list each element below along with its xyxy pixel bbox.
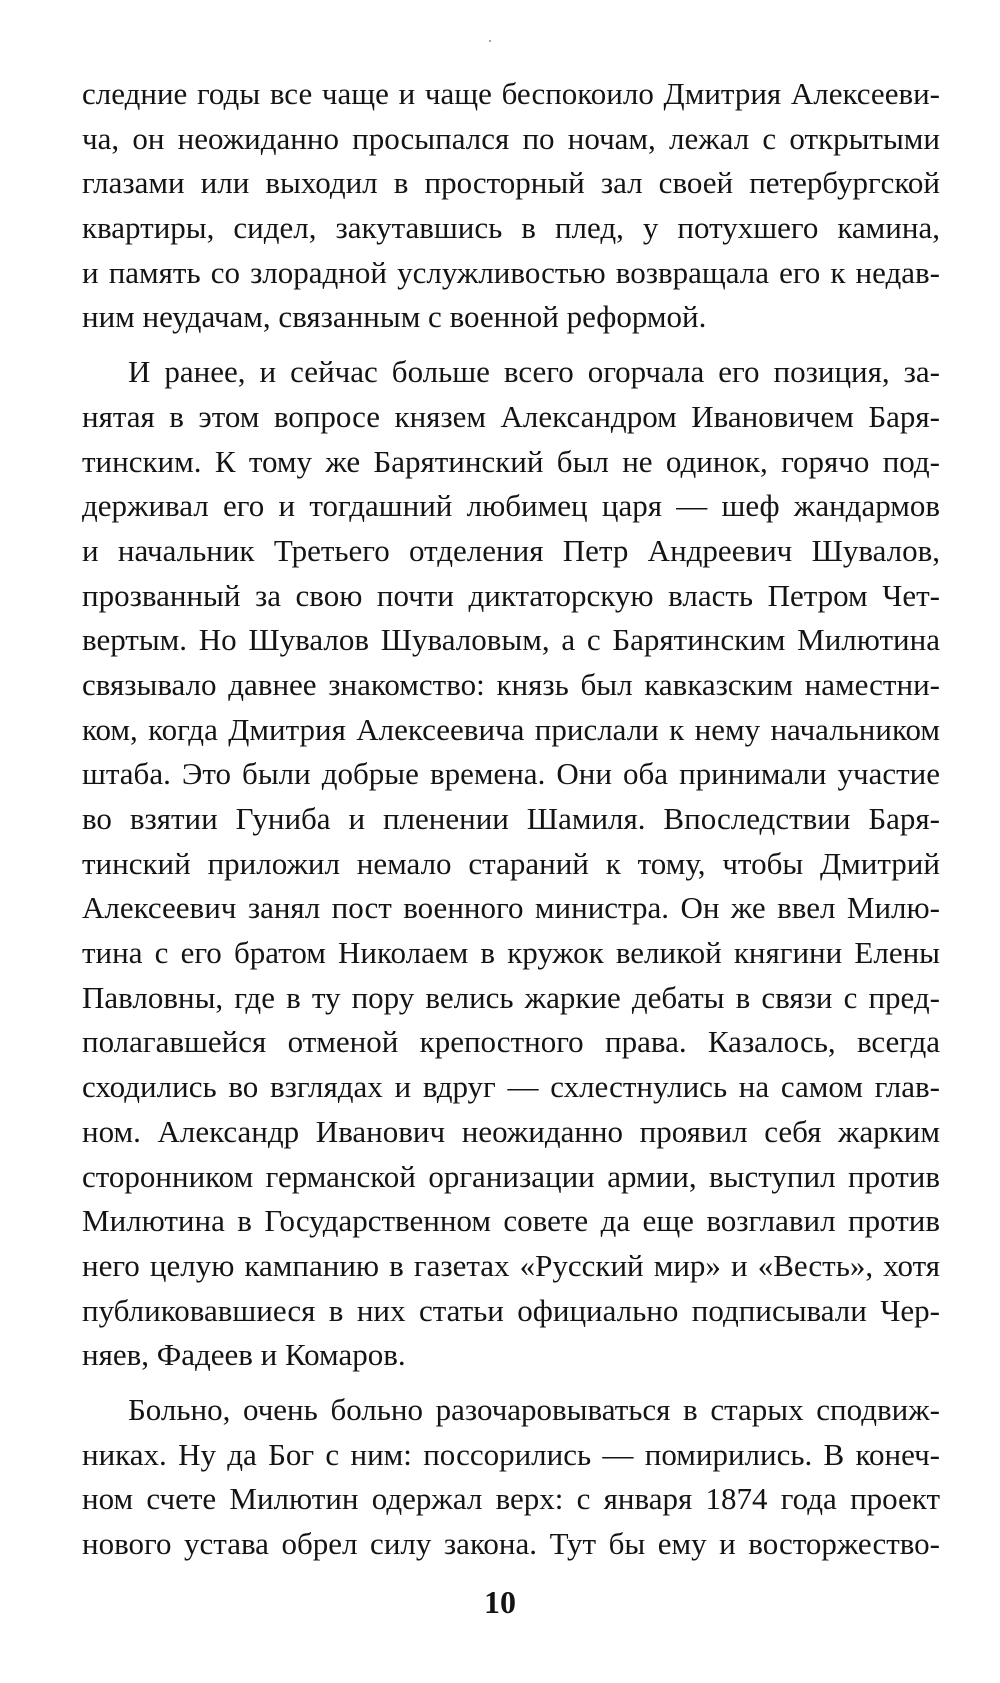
text-line: Больно, очень больно разочаровываться в старых сподвиж-	[128, 1391, 940, 1427]
text-line: ном счете Милютин одержал верх: с января 1874 года проект	[82, 1481, 940, 1517]
text-line: Павловны, где в ту пору велись жаркие дебаты в связи с пред-	[82, 979, 940, 1015]
page-number: 10	[484, 1584, 516, 1620]
text-line: ном. Александр Иванович неожиданно проявил себя жарким	[82, 1113, 940, 1149]
paragraph-3	[82, 1388, 940, 1567]
text-line: нового устава обрел силу закона. Тут бы ему и восторжество-	[82, 1526, 940, 1561]
text-line: связывало давнее знакомство: князь был кавказским наместни-	[82, 666, 940, 702]
text-line: публиковавшиеся в них статьи официально подписывали Чер-	[82, 1292, 940, 1328]
text-line: и память со злорадной услужливостью возвращала его к недав-	[82, 254, 940, 290]
text-line: сходились во взглядах и вдруг — схлестнулись на самом глав-	[82, 1069, 940, 1105]
text-line: тина с его братом Николаем в кружок великой княгини Елены	[82, 935, 940, 971]
text-line: полагавшейся отменой крепостного права. Казалось, всегда	[82, 1024, 940, 1060]
text-line: няев, Фадеев и Комаров.	[82, 1337, 406, 1373]
paragraph-2	[82, 350, 940, 1378]
text-line: никах. Ну да Бог с ним: поссорились — помирились. В конеч-	[82, 1436, 940, 1472]
body-text	[82, 72, 940, 1577]
text-line: глазами или выходил в просторный зал своей петербургской	[82, 165, 940, 201]
text-line: во взятии Гуниба и пленении Шамиля. Впоследствии Баря-	[82, 801, 940, 836]
text-line: следние годы все чаще и чаще беспокоило Дмитрия Алексееви-	[82, 76, 940, 111]
paragraph-1	[82, 72, 940, 340]
text-line: держивал его и тогдашний любимец царя — шеф жандармов	[82, 488, 940, 524]
text-line: тинским. К тому же Барятинский был не одинок, горячо под-	[82, 443, 940, 479]
text-line: штаба. Это были добрые времена. Они оба принимали участие	[82, 756, 940, 792]
text-line: прозванный за свою почти диктаторскую власть Петром Чет-	[82, 577, 940, 613]
paper-speck	[489, 40, 491, 42]
text-line: и начальник Третьего отделения Петр Андреевич Шувалов,	[82, 532, 940, 568]
text-line: ком, когда Дмитрия Алексеевича прислали к нему начальником	[82, 711, 940, 747]
text-line: тинский приложил немало стараний к тому, чтобы Дмитрий	[82, 845, 940, 881]
text-line: Милютина в Государственном совете да еще возглавил против	[82, 1203, 940, 1239]
text-line: сторонником германской организации армии, выступил против	[82, 1158, 940, 1194]
text-line: него целую кампанию в газетах «Русский мир» и «Весть», хотя	[82, 1247, 940, 1283]
text-line: И ранее, и сейчас больше всего огорчала его позиция, за-	[128, 354, 940, 390]
text-line: вертым. Но Шувалов Шуваловым, а с Барятинским Милютина	[82, 622, 940, 658]
text-line: ча, он неожиданно просыпался по ночам, лежал с открытыми	[82, 120, 940, 156]
text-line: ним неудачам, связанным с военной реформой.	[82, 299, 707, 335]
text-line: Алексеевич занял пост военного министра. Он же ввел Милю-	[82, 890, 940, 926]
text-line: нятая в этом вопросе князем Александром Ивановичем Баря-	[82, 398, 940, 434]
text-line: квартиры, сидел, закутавшись в плед, у потухшего камина,	[82, 210, 940, 246]
